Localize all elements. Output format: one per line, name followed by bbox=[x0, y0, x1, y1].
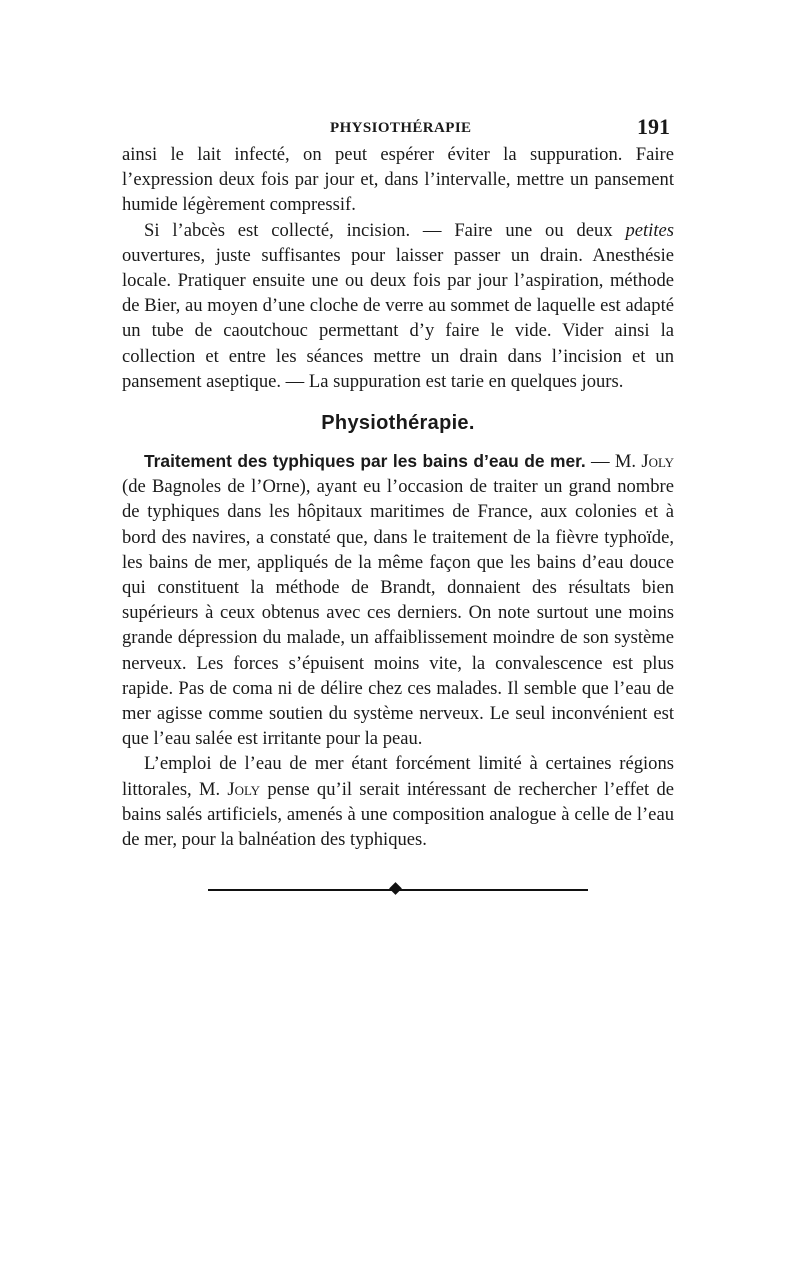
diamond-icon bbox=[389, 882, 402, 895]
paragraph-continuation: ainsi le lait infecté, on peut espérer éviter la suppuration. Faire l’expression deux fois par jour et, dans l’intervalle, mettre un pansement humide légèrement compressif. bbox=[122, 144, 674, 216]
paragraph-abscess bbox=[122, 218, 674, 394]
author-prefix-2: M. bbox=[198, 778, 228, 800]
end-ornament-divider bbox=[208, 882, 588, 898]
author-prefix: M. bbox=[614, 451, 642, 473]
lead-dash: — bbox=[585, 451, 615, 473]
page-number: 191 bbox=[637, 114, 670, 139]
paragraph-artificial-text-1: L’emploi de l’eau de mer étant forcément limité à certaines régions littorales, bbox=[122, 753, 674, 800]
paragraph-artificial-text-2: pense qu’il serait intéressant de rechercher l’effet de bains salés artificiels, amenés à une composition analogue à celle de l’eau de mer, pour la balnéation des typhiques. bbox=[122, 778, 674, 851]
section-heading: Physiothérapie. bbox=[321, 412, 475, 435]
paragraph-typhoid-treatment bbox=[122, 449, 674, 751]
paragraph-abscess-text-2: ouvertures, juste suffisantes pour laisser passer un drain. Anesthésie locale. Pratiquer ensuite une ou deux fois par jour l’aspiration, méthode de Bier, au moyen d’une cloche de verre au sommet de laquelle est adapté un tube de caoutchouc permettant d’y faire le vide. Vider ainsi la collection et entre les séances mettre un drain dans l’incision et un pansement aseptique. — La suppuration est tarie en quelques jours. bbox=[122, 244, 674, 392]
paragraph-typhoid-text: (de Bagnoles de l’Orne), ayant eu l’occasion de traiter un grand nombre de typhiques dans les hôpitaux maritimes de France, aux colonies et à bord des navires, a constaté que, dans le traitement de la fièvre typhoïde, les bains de mer, appliqués de la même façon que les bains d’eau douce qui constituent la méthode de Brandt, donnaient des résultats bien supérieurs à ceux obtenus avec ces derniers. On note surtout une moins grande dépression du malade, un affaiblissement moindre de son système nerveux. Les forces s’épuisent moins vite, la convalescence est plus rapide. Pas de coma ni de délire chez ces malades. Il semble que l’eau de mer agisse comme soutien du système nerveux. Le seul inconvénient est que l’eau salée est irritante pour la peau. bbox=[122, 476, 674, 750]
running-header bbox=[122, 112, 674, 142]
paragraph-abscess-text-1: Si l’abcès est collecté, incision. — Faire une ou deux bbox=[144, 219, 626, 241]
paragraph-artificial-baths bbox=[122, 751, 674, 852]
author-name-2: Joly bbox=[227, 778, 261, 800]
running-title: PHYSIOTHÉRAPIE bbox=[330, 120, 472, 136]
paragraph-lead-title: Traitement des typhiques par les bains d’eau de mer. bbox=[144, 451, 586, 472]
italic-word: petites bbox=[625, 219, 674, 241]
book-page bbox=[122, 112, 674, 898]
author-name: Joly bbox=[641, 451, 674, 473]
